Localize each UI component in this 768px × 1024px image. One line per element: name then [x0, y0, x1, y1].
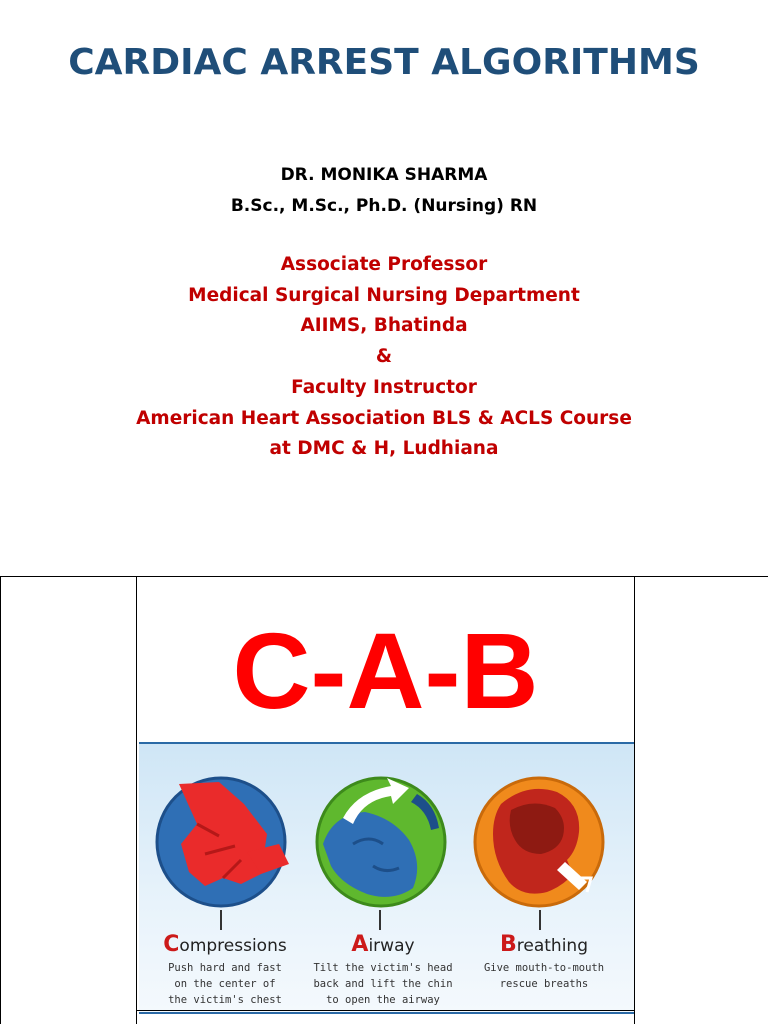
airway-circle: [313, 774, 453, 914]
affiliation-line: Associate Professor: [280, 254, 488, 275]
airway-stem: [379, 910, 381, 930]
affiliation-block: [0, 250, 768, 465]
head-tilt-icon: [313, 774, 453, 909]
cab-panel: [136, 576, 635, 1024]
affiliation-line: American Heart Association BLS & ACLS Course: [136, 407, 632, 429]
hands-compression-icon: [149, 774, 299, 909]
author-name: DR. MONIKA SHARMA: [280, 165, 488, 185]
airway-label: Airway: [351, 932, 415, 957]
affiliation-line: at DMC & H, Ludhiana: [269, 438, 499, 460]
compressions-circle: [149, 774, 299, 914]
author-degrees: B.Sc., M.Sc., Ph.D. (Nursing) RN: [230, 196, 538, 216]
cab-heading: C-A-B: [232, 610, 539, 731]
compressions-description: Push hard and fast on the center of the victim's chest: [168, 962, 282, 1006]
breathing-circle: [471, 774, 611, 914]
page-title: CARDIAC ARREST ALGORITHMS: [68, 42, 700, 83]
airway-description: Tilt the victim's head back and lift the chin to open the airway: [313, 962, 453, 1006]
affiliation-line: Medical Surgical Nursing Department: [188, 284, 580, 306]
panel-bottom-rule: [136, 1010, 635, 1011]
breathing-description: Give mouth-to-mouth rescue breaths: [483, 962, 605, 990]
author-block: [0, 160, 768, 222]
breathing-label: Breathing: [499, 932, 588, 957]
cab-illustration-banner: [139, 742, 634, 1014]
compressions-label: Compressions: [163, 932, 287, 957]
rescue-breath-icon: [471, 774, 611, 909]
affiliation-line: AIIMS, Bhatinda: [300, 315, 468, 337]
breathing-stem: [539, 910, 541, 930]
affiliation-line: Faculty Instructor: [291, 376, 477, 398]
affiliation-line: &: [375, 346, 393, 368]
compressions-stem: [220, 910, 222, 930]
